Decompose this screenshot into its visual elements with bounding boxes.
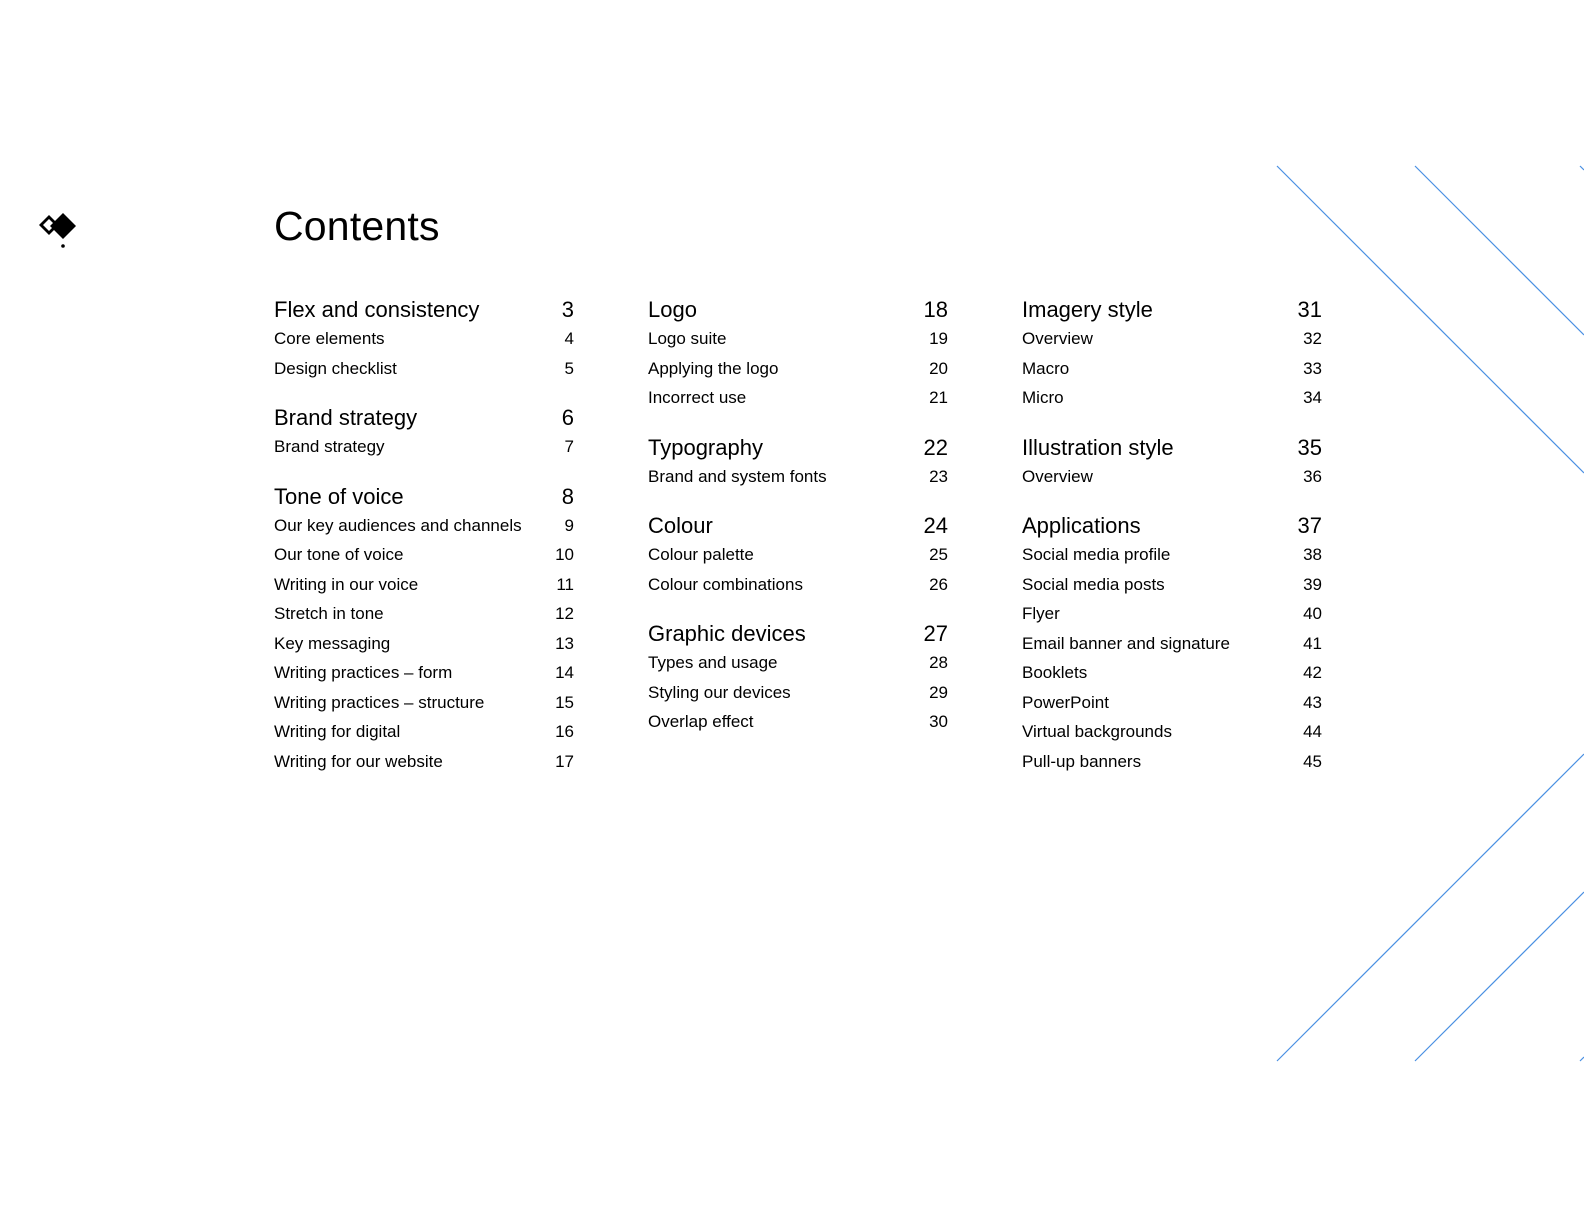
diagonal-line xyxy=(1415,166,1584,335)
entry-page-number: 40 xyxy=(1303,604,1322,623)
toc-entry[interactable] xyxy=(1022,599,1322,629)
entry-page-number: 10 xyxy=(555,545,574,564)
toc-column-3 xyxy=(1022,296,1322,797)
toc-entry[interactable] xyxy=(274,599,574,629)
entry-label: Our key audiences and channels xyxy=(274,515,522,535)
entry-page-number: 20 xyxy=(929,358,948,378)
toc-entry[interactable] xyxy=(274,324,574,354)
toc-section-heading[interactable] xyxy=(1022,512,1322,540)
entry-label: Key messaging xyxy=(274,633,391,653)
entry-label: Overview xyxy=(1022,466,1093,486)
toc-section-heading[interactable] xyxy=(274,296,574,324)
section-page-number: 35 xyxy=(1297,434,1322,460)
entry-page-number: 4 xyxy=(564,329,574,348)
section-title: Illustration style xyxy=(1022,434,1174,460)
entry-label: Colour combinations xyxy=(648,574,803,594)
toc-section xyxy=(648,296,948,413)
diagonal-line xyxy=(1277,754,1584,1061)
toc-section-heading[interactable] xyxy=(648,620,948,648)
toc-section xyxy=(648,434,948,492)
toc-entry[interactable] xyxy=(1022,717,1322,747)
entry-page-number: 26 xyxy=(929,574,948,594)
entry-page-number: 41 xyxy=(1303,633,1322,653)
diagonal-line xyxy=(1277,166,1584,473)
entry-page-number: 11 xyxy=(556,574,574,594)
entry-label: Brand strategy xyxy=(274,437,385,456)
toc-entry[interactable] xyxy=(648,648,948,678)
diagonal-line xyxy=(1415,892,1584,1061)
section-page-number: 27 xyxy=(923,621,948,646)
entry-page-number: 16 xyxy=(555,722,574,741)
entry-label: Styling our devices xyxy=(648,682,791,702)
toc-entry[interactable] xyxy=(1022,383,1322,413)
entry-label: Writing practices – structure xyxy=(274,692,485,712)
section-title: Colour xyxy=(648,513,713,538)
entry-label: Colour palette xyxy=(648,545,754,564)
toc-entry[interactable] xyxy=(648,324,948,354)
entry-page-number: 19 xyxy=(929,329,948,348)
toc-entry[interactable] xyxy=(1022,658,1322,688)
entry-label: Overview xyxy=(1022,329,1093,348)
section-page-number: 8 xyxy=(561,483,574,509)
toc-entry[interactable] xyxy=(274,747,574,777)
section-title: Graphic devices xyxy=(648,621,806,646)
entry-page-number: 25 xyxy=(929,545,948,564)
section-page-number: 6 xyxy=(561,405,574,430)
entry-page-number: 42 xyxy=(1303,663,1322,682)
diagonal-line xyxy=(1580,1057,1584,1061)
section-title: Typography xyxy=(648,434,763,460)
diamond-logo-icon xyxy=(36,211,80,251)
entry-label: Writing practices – form xyxy=(274,663,453,682)
entry-label: Micro xyxy=(1022,388,1064,407)
page-title: Contents xyxy=(274,203,440,249)
toc-section xyxy=(1022,512,1322,776)
entry-page-number: 44 xyxy=(1303,722,1322,741)
entry-label: Email banner and signature xyxy=(1022,633,1230,653)
toc-section-heading[interactable] xyxy=(274,404,574,432)
entry-label: PowerPoint xyxy=(1022,692,1109,712)
entry-page-number: 15 xyxy=(555,692,574,712)
toc-entry[interactable] xyxy=(648,354,948,384)
entry-page-number: 12 xyxy=(555,604,574,623)
toc-section-heading[interactable] xyxy=(1022,296,1322,324)
toc-entry[interactable] xyxy=(648,678,948,708)
toc-column-2 xyxy=(648,296,948,758)
entry-label: Core elements xyxy=(274,329,385,348)
toc-section-heading[interactable] xyxy=(648,512,948,540)
toc-entry[interactable] xyxy=(274,540,574,570)
toc-entry[interactable] xyxy=(274,570,574,600)
toc-entry[interactable] xyxy=(274,354,574,384)
entry-label: Stretch in tone xyxy=(274,604,384,623)
entry-page-number: 23 xyxy=(929,466,948,486)
toc-section xyxy=(648,512,948,599)
toc-entry[interactable] xyxy=(648,540,948,570)
entry-page-number: 32 xyxy=(1303,329,1322,348)
section-title: Imagery style xyxy=(1022,297,1153,322)
toc-section xyxy=(274,296,574,383)
section-page-number: 31 xyxy=(1297,297,1322,322)
toc-entry[interactable] xyxy=(274,717,574,747)
entry-page-number: 43 xyxy=(1303,692,1322,712)
section-title: Flex and consistency xyxy=(274,297,480,322)
toc-section xyxy=(1022,434,1322,492)
entry-page-number: 13 xyxy=(555,633,574,653)
entry-label: Virtual backgrounds xyxy=(1022,722,1172,741)
entry-label: Booklets xyxy=(1022,663,1088,682)
toc-entry[interactable] xyxy=(274,658,574,688)
entry-label: Pull-up banners xyxy=(1022,751,1142,771)
section-title: Tone of voice xyxy=(274,483,404,509)
toc-section xyxy=(274,404,574,462)
entry-label: Social media profile xyxy=(1022,545,1171,564)
entry-page-number: 7 xyxy=(564,437,574,456)
entry-label: Writing for digital xyxy=(274,722,401,741)
toc-section-heading[interactable] xyxy=(1022,434,1322,462)
entry-page-number: 30 xyxy=(929,712,948,731)
entry-label: Writing for our website xyxy=(274,751,443,771)
toc-entry[interactable] xyxy=(648,570,948,600)
toc-entry[interactable] xyxy=(1022,570,1322,600)
toc-entry[interactable] xyxy=(648,383,948,413)
section-title: Applications xyxy=(1022,513,1141,538)
toc-section-heading[interactable] xyxy=(274,483,574,511)
entry-page-number: 14 xyxy=(555,663,574,682)
entry-page-number: 45 xyxy=(1303,751,1322,771)
toc-section xyxy=(1022,296,1322,413)
entry-label: Logo suite xyxy=(648,329,727,348)
toc-entry[interactable] xyxy=(274,688,574,718)
toc-entry[interactable] xyxy=(1022,324,1322,354)
entry-page-number: 38 xyxy=(1303,545,1322,564)
entry-page-number: 34 xyxy=(1303,388,1322,407)
section-page-number: 37 xyxy=(1297,513,1322,538)
entry-page-number: 17 xyxy=(555,751,574,771)
entry-label: Types and usage xyxy=(648,653,778,672)
toc-entry[interactable] xyxy=(1022,629,1322,659)
entry-label: Incorrect use xyxy=(648,388,747,407)
section-title: Brand strategy xyxy=(274,405,418,430)
toc-entry[interactable] xyxy=(274,629,574,659)
entry-page-number: 9 xyxy=(564,515,574,535)
section-page-number: 24 xyxy=(923,513,948,538)
entry-label: Flyer xyxy=(1022,604,1060,623)
toc-entry[interactable] xyxy=(648,707,948,737)
entry-label: Our tone of voice xyxy=(274,545,404,564)
entry-page-number: 21 xyxy=(929,388,948,407)
entry-page-number: 29 xyxy=(929,682,948,702)
toc-entry[interactable] xyxy=(274,432,574,462)
entry-page-number: 33 xyxy=(1303,358,1322,378)
toc-entry[interactable] xyxy=(274,511,574,541)
entry-page-number: 28 xyxy=(929,653,948,672)
diagonal-line xyxy=(1580,166,1584,170)
section-page-number: 18 xyxy=(923,297,948,322)
toc-entry[interactable] xyxy=(1022,747,1322,777)
toc-section xyxy=(274,483,574,777)
toc-entry[interactable] xyxy=(1022,462,1322,492)
entry-page-number: 36 xyxy=(1303,466,1322,486)
toc-entry[interactable] xyxy=(1022,688,1322,718)
section-page-number: 3 xyxy=(561,297,574,322)
toc-section-heading[interactable] xyxy=(648,434,948,462)
entry-page-number: 39 xyxy=(1303,574,1322,594)
entry-label: Design checklist xyxy=(274,358,397,378)
entry-label: Writing in our voice xyxy=(274,574,419,594)
entry-label: Applying the logo xyxy=(648,358,779,378)
entry-label: Macro xyxy=(1022,358,1070,378)
toc-entry[interactable] xyxy=(1022,540,1322,570)
entry-label: Social media posts xyxy=(1022,574,1165,594)
toc-section-heading[interactable] xyxy=(648,296,948,324)
toc-section xyxy=(648,620,948,737)
toc-column-1 xyxy=(274,296,574,797)
section-page-number: 22 xyxy=(923,434,948,460)
entry-label: Overlap effect xyxy=(648,712,754,731)
entry-label: Brand and system fonts xyxy=(648,466,827,486)
entry-page-number: 5 xyxy=(564,358,574,378)
section-title: Logo xyxy=(648,297,697,322)
toc-entry[interactable] xyxy=(648,462,948,492)
toc-entry[interactable] xyxy=(1022,354,1322,384)
